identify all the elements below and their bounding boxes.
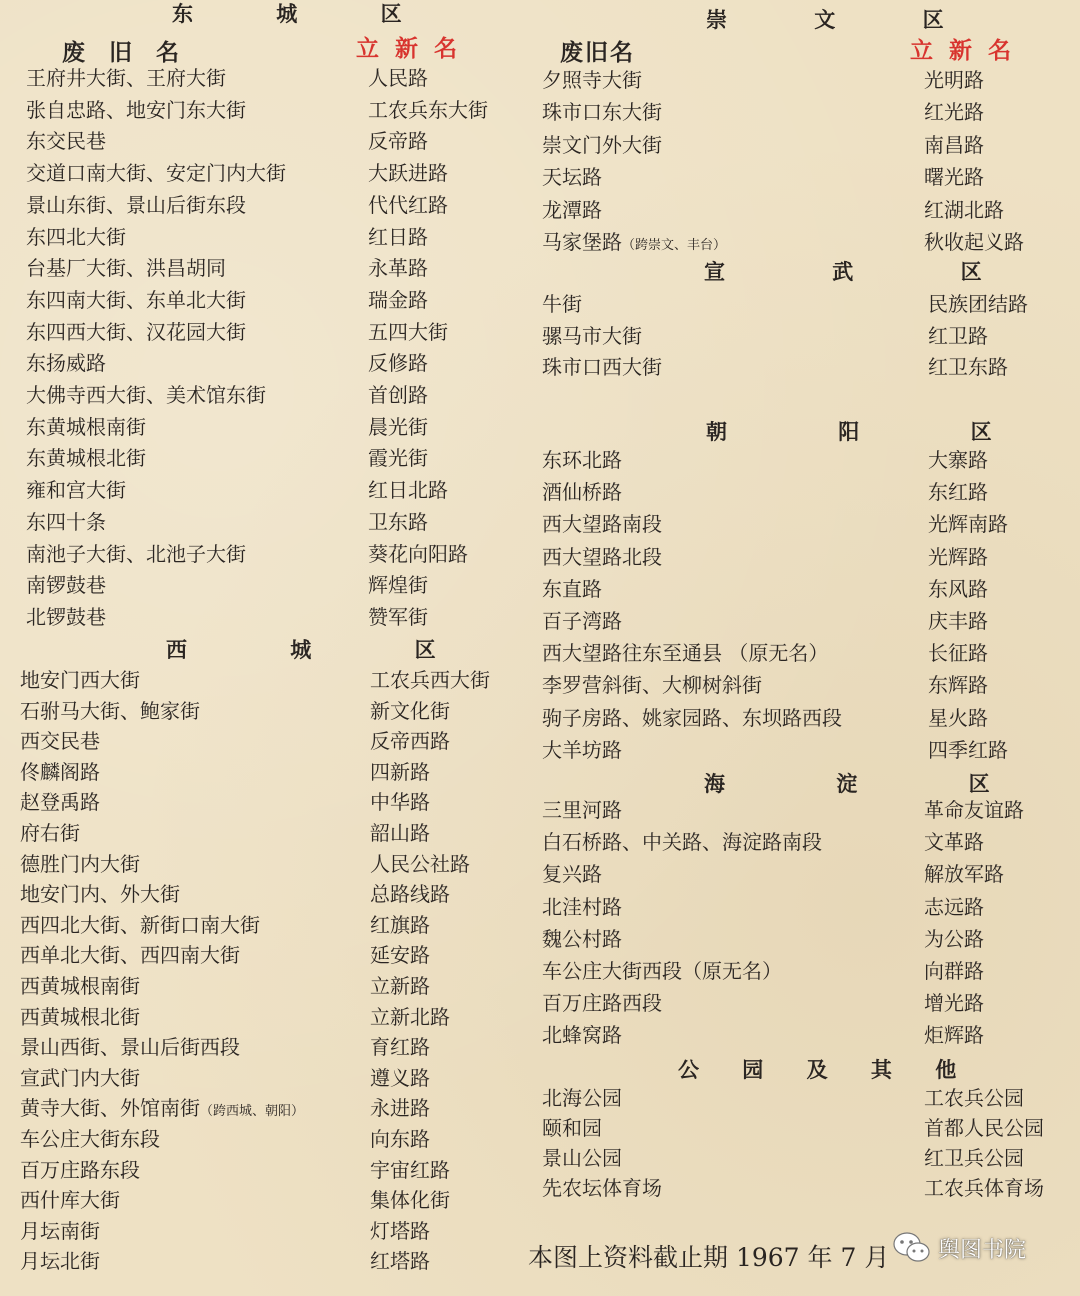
- haidian-row-new-name: 志远路: [924, 894, 984, 919]
- xicheng-row-old-name: [20, 1064, 140, 1092]
- haidian-row-old-name: [542, 1021, 622, 1049]
- haidian-row-new-name: 解放军路: [924, 862, 1004, 887]
- chongwen-row-old-name-text: 天坛路: [542, 165, 602, 190]
- xicheng-row-old-name-text: 西四北大街、新街口南大街: [20, 912, 260, 937]
- xicheng-row-old-name: [20, 727, 100, 755]
- xicheng-row-old-name: [20, 697, 200, 725]
- xicheng-row-old-name-text: 黄寺大街、外馆南街: [20, 1096, 200, 1121]
- dongcheng-row-old-name-text: 交道口南大街、安定门内大街: [26, 161, 286, 186]
- chaoyang-row-old-name: [542, 510, 662, 538]
- parks-row-old-name: [542, 1174, 662, 1202]
- dongcheng-row-old-name-text: 台基厂大街、洪昌胡同: [26, 256, 226, 281]
- xicheng-row-old-name-text: 西黄城根北街: [20, 1004, 140, 1029]
- dongcheng-row-new-name: 反帝路: [368, 129, 428, 154]
- chaoyang-row-old-name: [542, 671, 762, 699]
- xicheng-row-old-name-text: 地安门内、外大街: [20, 882, 180, 907]
- xicheng-row-old-name-text: 石驸马大街、鲍家街: [20, 698, 200, 723]
- watermark: [892, 1228, 1026, 1268]
- dongcheng-row-old-name-text: 东四北大街: [26, 224, 126, 249]
- chaoyang-row-new-name: 星火路: [928, 705, 988, 730]
- xicheng-row-old-name-text: 景山西街、景山后街西段: [20, 1035, 240, 1060]
- dongcheng-row-old-name-text: 王府井大街、王府大街: [26, 66, 226, 90]
- xicheng-row-old-name-text: 宣武门内大街: [20, 1065, 140, 1090]
- dongcheng-row-new-name: 人民路: [368, 66, 428, 90]
- chongwen-row-old-name-text: 夕照寺大街: [542, 68, 642, 92]
- district-title-xuanwu: 宣 武 区: [704, 259, 1032, 284]
- haidian-row-old-name-text: 北洼村路: [542, 894, 622, 919]
- dongcheng-row-old-name: [26, 540, 246, 568]
- xuanwu-row-old-name: [542, 322, 642, 350]
- xicheng-row-old-name: [20, 1186, 120, 1214]
- dongcheng-row-old-name: [26, 318, 246, 346]
- dongcheng-row-old-name: [26, 413, 146, 441]
- haidian-row-new-name: 向群路: [924, 959, 984, 983]
- dongcheng-row-new-name: 葵花向阳路: [368, 541, 468, 566]
- header-old-name-right: 废旧名: [560, 39, 635, 66]
- chaoyang-row-old-name: [542, 736, 622, 764]
- xicheng-row-old-name: [20, 788, 100, 816]
- xicheng-row-new-name: 四新路: [370, 759, 430, 784]
- district-title-parks: 公 园 及 其 他: [678, 1057, 975, 1082]
- xicheng-row-old-name: [20, 850, 140, 878]
- xicheng-row-new-name: 立新路: [370, 974, 430, 998]
- chaoyang-row-old-name: [542, 446, 622, 474]
- parks-row-new-name: 工农兵公园: [924, 1086, 1024, 1110]
- haidian-row-old-name: [542, 957, 782, 985]
- header-new-name-right: 立 新 名: [910, 37, 1016, 64]
- haidian-row-old-name: [542, 989, 662, 1017]
- xicheng-row-new-name: 遵义路: [370, 1065, 430, 1090]
- chongwen-row-old-name-text: 崇文门外大街: [542, 132, 662, 157]
- dongcheng-row-new-name: 霞光街: [368, 446, 428, 471]
- xicheng-row-new-name: 集体化街: [370, 1188, 450, 1213]
- dongcheng-row-new-name: 反修路: [368, 351, 428, 376]
- parks-row-old-name-text: 北海公园: [542, 1086, 622, 1110]
- xuanwu-row-old-name-text: 珠市口西大街: [542, 355, 662, 379]
- xicheng-row-old-name: [20, 819, 80, 847]
- xicheng-row-old-name: [20, 941, 240, 969]
- dongcheng-row-old-name-text: 南锣鼓巷: [26, 573, 106, 598]
- dongcheng-row-new-name: 红日北路: [368, 478, 448, 503]
- xicheng-row-new-name: 红塔路: [370, 1249, 430, 1274]
- parks-row-old-name-text: 景山公园: [542, 1146, 622, 1170]
- dongcheng-row-old-name-text: 东黄城根南街: [26, 414, 146, 439]
- dongcheng-row-new-name: 工农兵东大街: [368, 97, 488, 122]
- xuanwu-row-new-name: 红卫路: [928, 323, 988, 348]
- parks-row-old-name: [542, 1084, 622, 1112]
- chaoyang-row-new-name: 大寨路: [928, 448, 988, 472]
- dongcheng-row-old-name-text: 东四十条: [26, 509, 106, 534]
- haidian-row-new-name: 革命友谊路: [924, 798, 1024, 822]
- dongcheng-row-new-name: 首创路: [368, 383, 428, 407]
- dongcheng-row-old-name-text: 东交民巷: [26, 129, 106, 154]
- xicheng-row-new-name: 立新北路: [370, 1004, 450, 1029]
- district-title-xicheng: 西 城 区: [166, 637, 484, 662]
- header-old-name: 废 旧 名: [62, 39, 188, 66]
- xuanwu-row-old-name-text: 牛街: [542, 292, 582, 316]
- xicheng-row-old-name: [20, 1094, 304, 1126]
- dongcheng-row-old-name-text: 东四南大街、东单北大街: [26, 287, 246, 312]
- dongcheng-row-old-name: [26, 127, 106, 155]
- chongwen-row-new-name: 秋收起义路: [924, 230, 1024, 254]
- haidian-row-new-name: 炬辉路: [924, 1023, 984, 1048]
- haidian-row-old-name: [542, 796, 622, 824]
- chongwen-row-old-name: [542, 228, 726, 260]
- haidian-row-new-name: 为公路: [924, 926, 984, 951]
- chaoyang-row-old-name: [542, 704, 842, 732]
- watermark-text: 舆图书院: [938, 1237, 1027, 1263]
- chongwen-row-old-name: [542, 196, 602, 224]
- xicheng-row-old-name-text: 地安门西大街: [20, 668, 140, 692]
- haidian-row-old-name: [542, 860, 602, 888]
- haidian-row-old-name: [542, 925, 622, 953]
- haidian-row-old-name-text: 百万庄路西段: [542, 991, 662, 1016]
- xicheng-row-old-name: [20, 1247, 100, 1275]
- haidian-row-old-name-text: 车公庄大街西段（原无名）: [542, 959, 782, 983]
- parks-row-old-name-text: 先农坛体育场: [542, 1176, 662, 1200]
- parks-row-new-name: 红卫兵公园: [924, 1146, 1024, 1170]
- district-title-chongwen: 崇 文 区: [706, 7, 984, 32]
- xicheng-row-new-name: 中华路: [370, 790, 430, 815]
- dongcheng-row-old-name: [26, 603, 106, 631]
- xicheng-row-old-name: [20, 880, 180, 908]
- dongcheng-row-new-name: 卫东路: [368, 509, 428, 534]
- dongcheng-row-old-name: [26, 444, 146, 472]
- chongwen-row-old-name-note: （跨崇文、丰台）: [622, 238, 727, 253]
- dongcheng-row-old-name: [26, 349, 106, 377]
- xicheng-row-new-name: 宇宙红路: [370, 1157, 450, 1182]
- xuanwu-row-new-name: 民族团结路: [928, 292, 1028, 316]
- dongcheng-row-old-name-text: 南池子大街、北池子大街: [26, 541, 246, 566]
- dongcheng-row-old-name-text: 北锣鼓巷: [26, 604, 106, 629]
- dongcheng-row-old-name: [26, 223, 126, 251]
- haidian-row-old-name-text: 三里河路: [542, 798, 622, 822]
- dongcheng-row-new-name: 五四大街: [368, 319, 448, 344]
- dongcheng-row-old-name-text: 张自忠路、地安门东大街: [26, 97, 246, 122]
- chaoyang-row-new-name: 庆丰路: [928, 609, 988, 633]
- xicheng-row-new-name: 人民公社路: [370, 851, 470, 876]
- chongwen-row-old-name: [542, 66, 642, 94]
- dongcheng-row-old-name: [26, 64, 226, 92]
- xicheng-row-old-name-text: 月坛南街: [20, 1218, 100, 1243]
- xicheng-row-old-name-text: 月坛北街: [20, 1249, 100, 1274]
- dongcheng-row-old-name-text: 东黄城根北街: [26, 446, 146, 471]
- dongcheng-row-old-name: [26, 286, 246, 314]
- haidian-row-old-name-text: 魏公村路: [542, 926, 622, 951]
- chaoyang-row-old-name-text: 西大望路北段: [542, 544, 662, 569]
- xuanwu-row-old-name: [542, 353, 662, 381]
- xicheng-row-new-name: 工农兵西大街: [370, 668, 490, 692]
- chaoyang-row-old-name-text: 大羊坊路: [542, 737, 622, 762]
- dongcheng-row-old-name: [26, 191, 246, 219]
- dongcheng-row-old-name: [26, 254, 226, 282]
- chongwen-row-new-name: 红湖北路: [924, 197, 1004, 222]
- xicheng-row-new-name: 向东路: [370, 1127, 430, 1151]
- footer-date-note: 本图上资料截止期 1967 年 7 月: [528, 1243, 890, 1272]
- dongcheng-row-old-name-text: 雍和宫大街: [26, 478, 126, 503]
- chaoyang-row-new-name: 光辉南路: [928, 512, 1008, 537]
- parks-row-new-name: 工农兵体育场: [924, 1176, 1044, 1200]
- xicheng-row-old-name-text: 车公庄大街东段: [20, 1127, 160, 1151]
- xicheng-row-old-name: [20, 666, 140, 694]
- dongcheng-row-old-name-text: 景山东街、景山后街东段: [26, 192, 246, 217]
- haidian-row-new-name: 文革路: [924, 830, 984, 855]
- chaoyang-row-new-name: 长征路: [928, 641, 988, 666]
- dongcheng-row-new-name: 代代红路: [368, 192, 448, 217]
- xicheng-row-new-name: 总路线路: [370, 882, 450, 907]
- xicheng-row-old-name: [20, 1125, 160, 1153]
- xicheng-row-old-name-text: 西交民巷: [20, 729, 100, 754]
- chaoyang-row-old-name: [542, 478, 622, 506]
- chaoyang-row-old-name-text: 酒仙桥路: [542, 480, 622, 505]
- chaoyang-row-new-name: 东红路: [928, 480, 988, 505]
- district-title-haidian: 海 淀 区: [704, 771, 1042, 796]
- chaoyang-row-old-name-text: 驹子房路、姚家园路、东坝路西段: [542, 705, 842, 730]
- chongwen-row-new-name: 红光路: [924, 100, 984, 125]
- chaoyang-row-new-name: 东风路: [928, 576, 988, 601]
- dongcheng-row-new-name: 大跃进路: [368, 161, 448, 186]
- chaoyang-row-old-name-text: 西大望路南段: [542, 512, 662, 537]
- dongcheng-row-old-name: [26, 476, 126, 504]
- chaoyang-row-new-name: 四季红路: [928, 737, 1008, 762]
- haidian-row-old-name-text: 白石桥路、中关路、海淀路南段: [542, 830, 822, 855]
- chongwen-row-old-name-text: 珠市口东大街: [542, 100, 662, 125]
- chongwen-row-new-name: 南昌路: [924, 132, 984, 157]
- xicheng-row-old-name-text: 百万庄路东段: [20, 1157, 140, 1182]
- haidian-row-old-name-text: 复兴路: [542, 862, 602, 887]
- haidian-row-new-name: 增光路: [924, 991, 984, 1016]
- wechat-icon: [892, 1230, 932, 1266]
- haidian-row-old-name-text: 北蜂窝路: [542, 1023, 622, 1048]
- xuanwu-row-old-name-text: 骡马市大街: [542, 323, 642, 348]
- chaoyang-row-old-name: [542, 575, 602, 603]
- dongcheng-row-new-name: 晨光街: [368, 414, 428, 439]
- dongcheng-row-new-name: 永革路: [368, 256, 428, 281]
- xicheng-row-new-name: 灯塔路: [370, 1218, 430, 1243]
- xicheng-row-old-name: [20, 972, 140, 1000]
- haidian-row-old-name: [542, 893, 622, 921]
- xicheng-row-new-name: 反帝西路: [370, 729, 450, 754]
- parks-row-old-name: [542, 1144, 622, 1172]
- xicheng-row-old-name: [20, 758, 100, 786]
- chongwen-row-old-name: [542, 131, 662, 159]
- xicheng-row-old-name: [20, 911, 260, 939]
- chaoyang-row-old-name-text: 西大望路往东至通县 （原无名）: [542, 641, 829, 666]
- chongwen-row-old-name: [542, 98, 662, 126]
- chongwen-row-old-name-text: 马家堡路: [542, 230, 622, 254]
- xicheng-row-old-name-text: 西什库大街: [20, 1188, 120, 1213]
- xicheng-row-old-name: [20, 1217, 100, 1245]
- chongwen-row-old-name-text: 龙潭路: [542, 197, 602, 222]
- dongcheng-row-old-name-text: 东四西大街、汉花园大街: [26, 319, 246, 344]
- xuanwu-row-new-name: 红卫东路: [928, 355, 1008, 379]
- dongcheng-row-new-name: 辉煌街: [368, 573, 428, 598]
- xicheng-row-new-name: 韶山路: [370, 821, 430, 845]
- dongcheng-row-new-name: 红日路: [368, 224, 428, 249]
- header-new-name: 立 新 名: [356, 35, 462, 62]
- xicheng-row-new-name: 育红路: [370, 1035, 430, 1060]
- xicheng-row-new-name: 红旗路: [370, 912, 430, 937]
- chaoyang-row-old-name-text: 百子湾路: [542, 609, 622, 633]
- chaoyang-row-old-name-text: 李罗营斜街、大柳树斜街: [542, 673, 762, 698]
- xicheng-row-new-name: 延安路: [370, 943, 430, 968]
- chaoyang-row-new-name: 光辉路: [928, 544, 988, 569]
- dongcheng-row-old-name: [26, 508, 106, 536]
- xicheng-row-new-name: 永进路: [370, 1096, 430, 1121]
- chaoyang-row-new-name: 东辉路: [928, 673, 988, 698]
- xicheng-row-old-name: [20, 1033, 240, 1061]
- xicheng-row-old-name-text: 西黄城根南街: [20, 974, 140, 998]
- xicheng-row-old-name-text: 西单北大街、西四南大街: [20, 943, 240, 968]
- parks-row-new-name: 首都人民公园: [924, 1116, 1044, 1140]
- xicheng-row-new-name: 新文化街: [370, 698, 450, 723]
- dongcheng-row-new-name: 赞军街: [368, 604, 428, 629]
- chongwen-row-new-name: 光明路: [924, 68, 984, 92]
- district-title-dongcheng: 东 城 区: [172, 1, 440, 26]
- xuanwu-row-old-name: [542, 290, 582, 318]
- chaoyang-row-old-name: [542, 543, 662, 571]
- chongwen-row-old-name: [542, 163, 602, 191]
- xicheng-row-old-name-text: 德胜门内大街: [20, 851, 140, 876]
- dongcheng-row-old-name: [26, 159, 286, 187]
- parks-row-old-name: [542, 1114, 602, 1142]
- xicheng-row-old-name-text: 佟麟阁路: [20, 759, 100, 784]
- haidian-row-old-name: [542, 828, 822, 856]
- dongcheng-row-new-name: 瑞金路: [368, 287, 428, 312]
- dongcheng-row-old-name: [26, 96, 246, 124]
- chongwen-row-new-name: 曙光路: [924, 165, 984, 190]
- xicheng-row-old-name-text: 府右街: [20, 821, 80, 845]
- district-title-chaoyang: 朝 阳 区: [706, 419, 1044, 444]
- chaoyang-row-old-name-text: 东直路: [542, 576, 602, 601]
- parks-row-old-name-text: 颐和园: [542, 1116, 602, 1140]
- xicheng-row-old-name-note: （跨西城、朝阳）: [200, 1104, 305, 1120]
- xicheng-row-old-name-text: 赵登禹路: [20, 790, 100, 815]
- chaoyang-row-old-name: [542, 639, 828, 667]
- dongcheng-row-old-name-text: 大佛寺西大街、美术馆东街: [26, 383, 266, 407]
- dongcheng-row-old-name: [26, 571, 106, 599]
- chaoyang-row-old-name: [542, 607, 622, 635]
- dongcheng-row-old-name: [26, 381, 266, 409]
- dongcheng-row-old-name-text: 东扬威路: [26, 351, 106, 376]
- chaoyang-row-old-name-text: 东环北路: [542, 448, 622, 472]
- xicheng-row-old-name: [20, 1003, 140, 1031]
- xicheng-row-old-name: [20, 1156, 140, 1184]
